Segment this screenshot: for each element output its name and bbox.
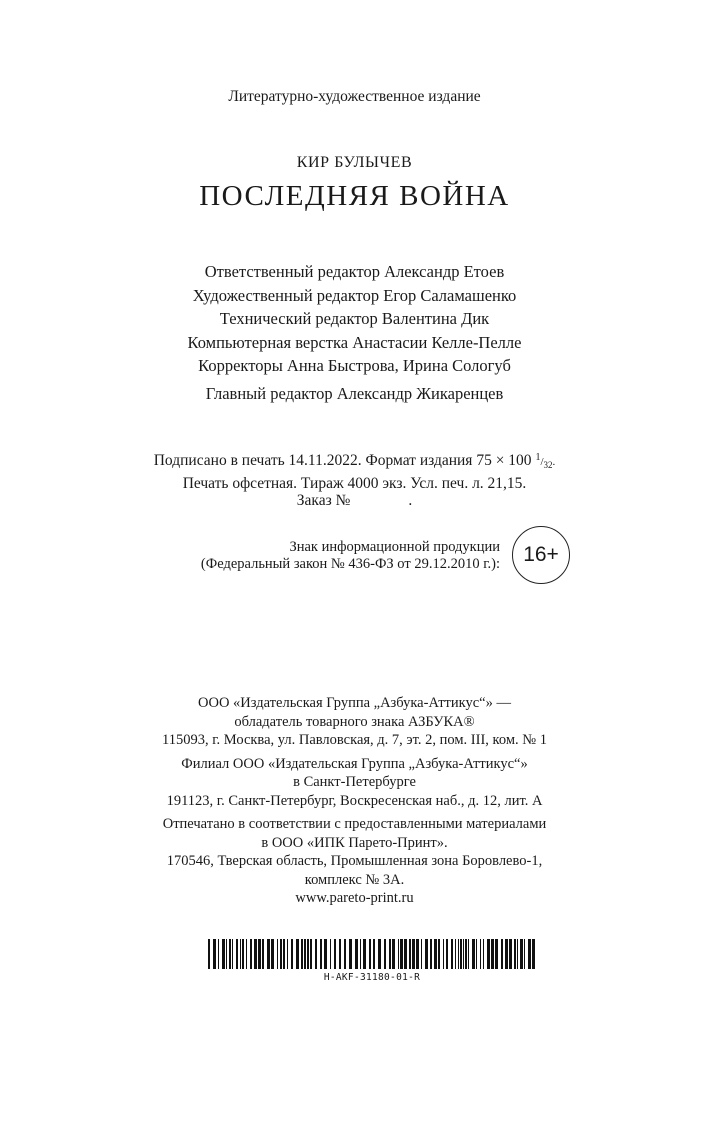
barcode-bar xyxy=(213,939,216,969)
barcode-bar xyxy=(524,939,525,969)
barcode-bar xyxy=(296,939,299,969)
barcode-bar xyxy=(384,939,386,969)
barcode-bar xyxy=(389,939,391,969)
barcode-bar xyxy=(262,939,264,969)
printer-line: 170546, Тверская область, Промышленная зона Боровлево-1, xyxy=(166,853,543,869)
barcode-bar xyxy=(291,939,293,969)
format-denominator: 32 xyxy=(543,460,553,470)
publisher-line: ООО «Издательская Группа „Азбука-Аттикус“» — xyxy=(198,695,511,711)
print-info xyxy=(0,449,709,510)
book-title: ПОСЛЕДНЯЯ ВОЙНА xyxy=(199,180,510,212)
barcode-bar xyxy=(242,939,244,969)
barcode-bar xyxy=(287,939,288,969)
barcode-bar xyxy=(304,939,306,969)
barcode-bar xyxy=(250,939,252,969)
format-end: . xyxy=(552,456,556,468)
barcode-bar xyxy=(421,939,422,969)
barcode-bar xyxy=(222,939,225,969)
print-run: Печать офсетная. Тираж 4000 экз. Усл. печ. л. 21,15. xyxy=(182,474,527,492)
barcode-bar xyxy=(487,939,490,969)
publisher-line: обладатель товарного знака АЗБУКА® xyxy=(234,713,475,730)
barcode-bar xyxy=(373,939,375,969)
barcode-bar xyxy=(320,939,322,969)
barcode-bar xyxy=(398,939,399,969)
publisher-line: 115093, г. Москва, ул. Павловская, д. 7, эт. 2, пом. III, ком. № 1 xyxy=(162,732,547,748)
barcode-bar xyxy=(392,939,395,969)
barcode-label: H-AKF-31180-01-R xyxy=(323,972,421,983)
barcode-bar xyxy=(517,939,518,969)
staff-line: Корректоры Анна Быстрова, Ирина Сологуб xyxy=(198,356,511,375)
barcode-bar xyxy=(240,939,241,969)
barcode-bar xyxy=(505,939,508,969)
barcode-bar xyxy=(409,939,411,969)
branch-line: 191123, г. Санкт-Петербург, Воскресенская наб., д. 12, лит. А xyxy=(166,792,543,809)
barcode-bar xyxy=(430,939,432,969)
barcode-bar xyxy=(416,939,419,969)
barcode-bar xyxy=(363,939,366,969)
print-order: Заказ № xyxy=(296,492,351,509)
print-order-line xyxy=(0,492,709,510)
barcode xyxy=(208,939,536,969)
barcode-bar xyxy=(301,939,303,969)
barcode-bar xyxy=(218,939,219,969)
barcode-bar xyxy=(404,939,407,969)
barcode-bar xyxy=(378,939,381,969)
branch-line: в Санкт-Петербурге xyxy=(293,774,416,790)
barcode-bar xyxy=(434,939,437,969)
barcode-bar xyxy=(412,939,415,969)
barcode-bar xyxy=(501,939,503,969)
printer-block xyxy=(0,815,709,908)
barcode-bar xyxy=(283,939,285,969)
barcode-bar xyxy=(280,939,282,969)
barcode-bar xyxy=(339,939,341,969)
barcode-bar xyxy=(267,939,270,969)
barcode-bar xyxy=(460,939,462,969)
barcode-bar xyxy=(271,939,274,969)
printer-line: в ООО «ИПК Парето-Принт». xyxy=(261,834,448,851)
barcode-bar xyxy=(483,939,484,969)
edition-genre: Литературно-художественное издание xyxy=(228,88,481,105)
barcode-bar xyxy=(258,939,261,969)
barcode-bar xyxy=(229,939,231,969)
branch-line: Филиал ООО «Издательская Группа „Азбука-Аттикус“» xyxy=(181,755,528,772)
barcode-bar xyxy=(307,939,309,969)
barcode-bar xyxy=(355,939,358,969)
age-sign-law: (Федеральный закон № 436-ФЗ от 29.12.2010 г.): xyxy=(200,556,500,572)
barcode-bar xyxy=(349,939,352,969)
printer-line: комплекс № 3А. xyxy=(304,871,405,888)
barcode-bar xyxy=(208,939,210,969)
barcode-bar xyxy=(425,939,428,969)
barcode-bar xyxy=(468,939,469,969)
editorial-staff xyxy=(0,260,709,378)
barcode-bar xyxy=(532,939,535,969)
printer-line: Отпечатано в соответствии с предоставленными материалами xyxy=(162,816,547,832)
barcode-bar xyxy=(236,939,238,969)
barcode-bar xyxy=(438,939,440,969)
barcode-bar xyxy=(246,939,247,969)
staff-line: Ответственный редактор Александр Етоев xyxy=(204,262,505,281)
staff-line: Технический редактор Валентина Дик xyxy=(219,309,490,328)
age-sign-text xyxy=(160,539,500,573)
barcode-bar xyxy=(277,939,278,969)
format-fraction: $^1/_{32}$. xyxy=(535,452,556,470)
barcode-bar xyxy=(458,939,459,969)
format-numerator: 1 xyxy=(535,452,541,463)
barcode-bar xyxy=(480,939,481,969)
barcode-bar xyxy=(330,939,331,969)
publisher-info xyxy=(0,694,709,913)
barcode-bar xyxy=(528,939,531,969)
barcode-bar xyxy=(400,939,403,969)
barcode-bar xyxy=(315,939,317,969)
barcode-bar xyxy=(254,939,257,969)
branch-block xyxy=(0,755,709,811)
barcode-bar xyxy=(455,939,456,969)
barcode-bar xyxy=(369,939,371,969)
print-info-line xyxy=(0,449,709,475)
barcode-bar xyxy=(310,939,312,969)
age-rating-badge: 16+ xyxy=(512,526,570,584)
barcode-bar xyxy=(334,939,336,969)
barcode-bar xyxy=(443,939,444,969)
barcode-bar xyxy=(495,939,498,969)
barcode-bar xyxy=(463,939,464,969)
barcode-bar xyxy=(514,939,516,969)
staff-line: Художественный редактор Егор Саламашенко xyxy=(192,285,517,305)
book-author: КИР БУЛЫЧЕВ xyxy=(296,154,413,171)
print-signed: Подписано в печать 14.11.2022. Формат издания 75 × 100 xyxy=(153,452,532,469)
barcode-bar xyxy=(344,939,346,969)
staff-line: Компьютерная верстка Анастасии Келле-Пелле xyxy=(187,332,522,352)
chief-editor: Главный редактор Александр Жикаренцев xyxy=(205,384,504,403)
barcode-bar xyxy=(446,939,448,969)
barcode-bar xyxy=(324,939,327,969)
barcode-bar xyxy=(509,939,512,969)
barcode-bar xyxy=(520,939,523,969)
age-sign-line: Знак информационной продукции xyxy=(289,539,500,555)
barcode-bar xyxy=(226,939,227,969)
barcode-bar xyxy=(360,939,361,969)
barcode-bar xyxy=(476,939,477,969)
barcode-bar xyxy=(491,939,494,969)
barcode-bar xyxy=(472,939,475,969)
barcode-bar xyxy=(451,939,453,969)
barcode-bar xyxy=(465,939,467,969)
publisher-block xyxy=(0,694,709,750)
order-end: . xyxy=(408,492,413,509)
printer-website: www.pareto-print.ru xyxy=(295,890,414,906)
barcode-bar xyxy=(232,939,233,969)
